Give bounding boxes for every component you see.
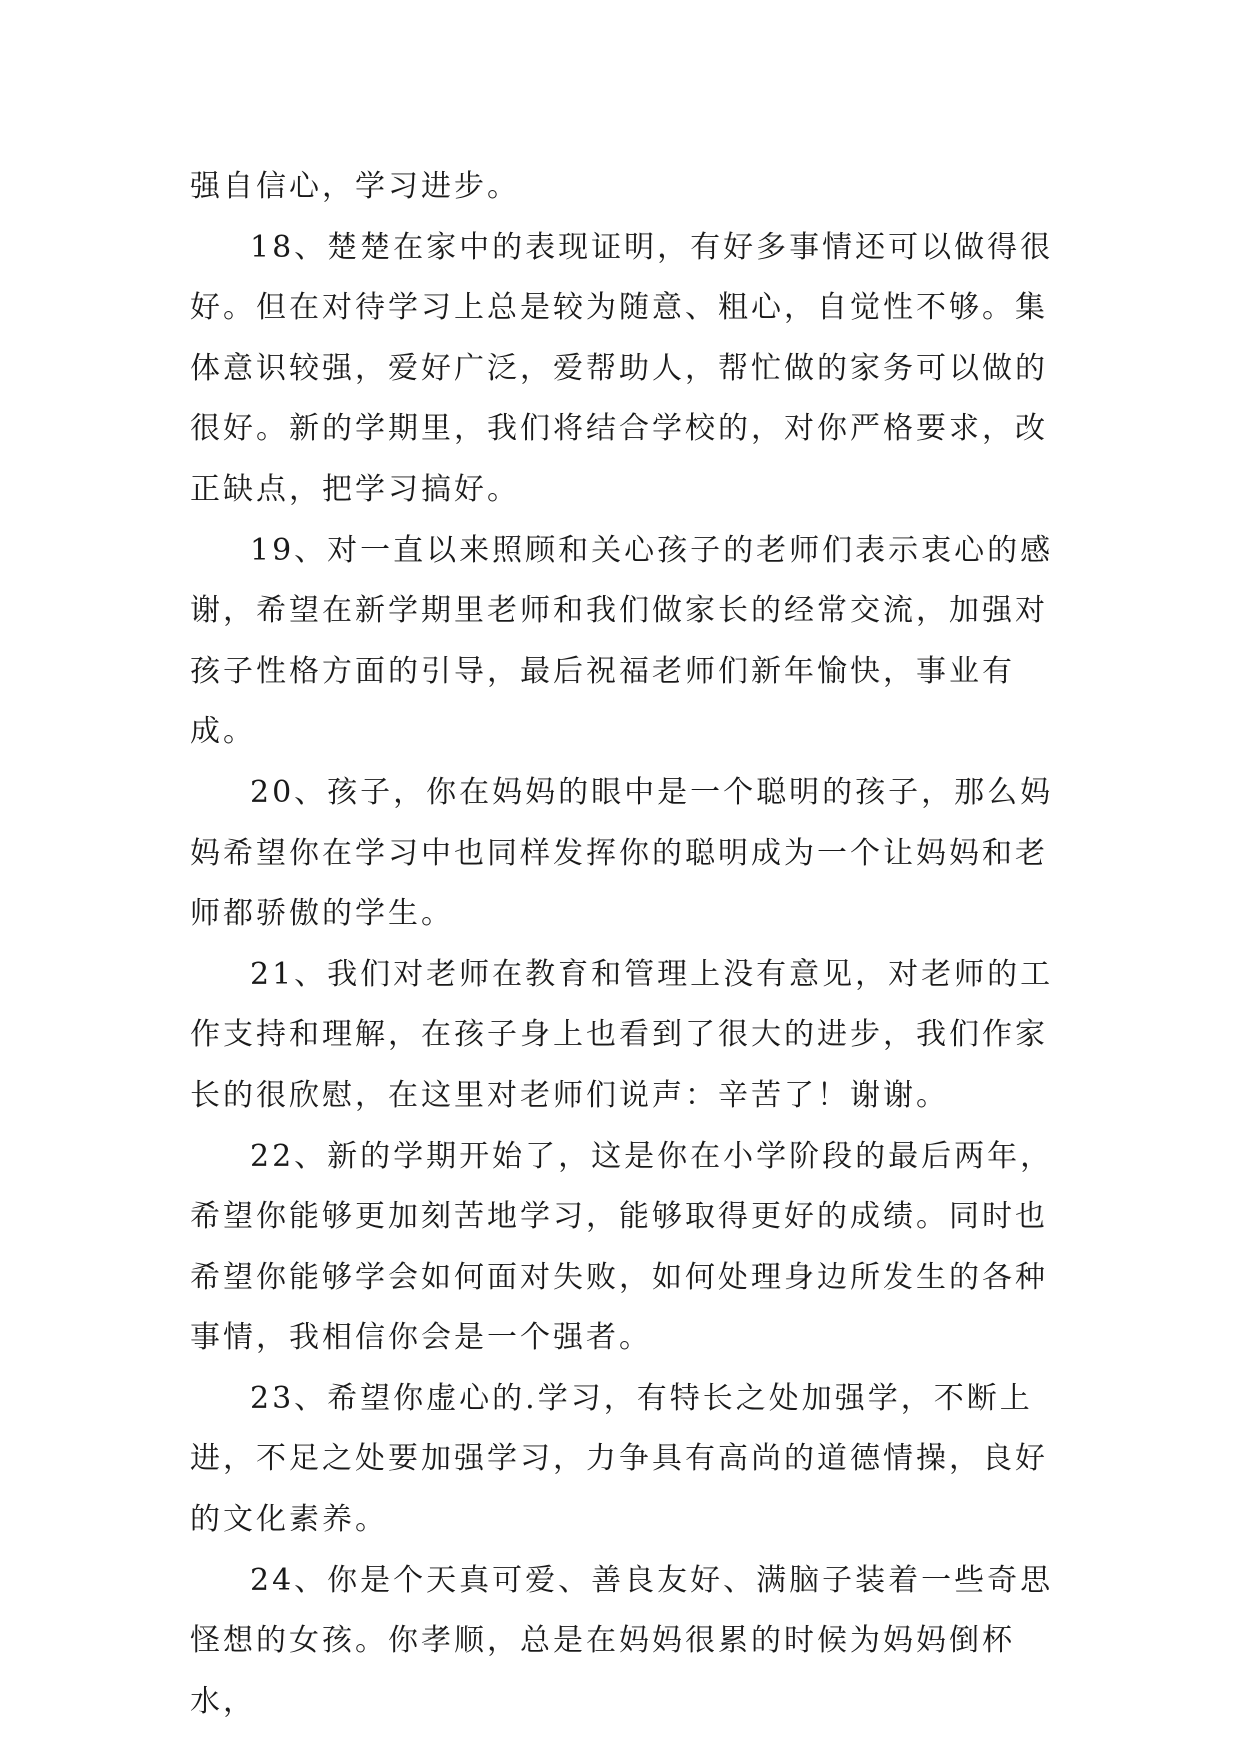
paragraph-20: 20、孩子，你在妈妈的眼中是一个聪明的孩子，那么妈妈希望你在学习中也同样发挥你的聪明成为一个让妈妈和老师都骄傲的学生。 [190,774,1054,932]
paragraph-21: 21、我们对老师在教育和管理上没有意见，对老师的工作支持和理解，在孩子身上也看到了很大的进步，我们作家长的很欣慰，在这里对老师们说声：辛苦了！谢谢。 [190,956,1054,1113]
paragraph-19: 19、对一直以来照顾和关心孩子的老师们表示衷心的感谢，希望在新学期里老师和我们做家长的经常交流，加强对孩子性格方面的引导，最后祝福老师们新年愉快，事业有成。 [190,532,1054,750]
document-body [190,157,1070,1732]
paragraph-23: 23、希望你虚心的.学习，有特长之处加强学，不断上进，不足之处要加强学习，力争具有高尚的道德情操，良好的文化素养。 [190,1380,1048,1538]
paragraph-22: 22、新的学期开始了，这是你在小学阶段的最后两年，希望你能够更加刻苦地学习，能够取得更好的成绩。同时也希望你能够学会如何面对失败，如何处理身边所发生的各种事情，我相信你会是一个强者。 [190,1138,1054,1356]
paragraph-24: 24、你是个天真可爱、善良友好、满脑子装着一些奇思怪想的女孩。你孝顺，总是在妈妈很累的时候为妈妈倒杯水， [190,1562,1054,1719]
paragraph-17-continuation: 强自信心，学习进步。 [190,169,520,204]
paragraph-18: 18、楚楚在家中的表现证明，有好多事情还可以做得很好。但在对待学习上总是较为随意、粗心，自觉性不够。集体意识较强，爱好广泛，爱帮助人，帮忙做的家务可以做的很好。新的学期里，我们将结合学校的，对你严格要求，改正缺点，把学习搞好。 [190,229,1054,507]
